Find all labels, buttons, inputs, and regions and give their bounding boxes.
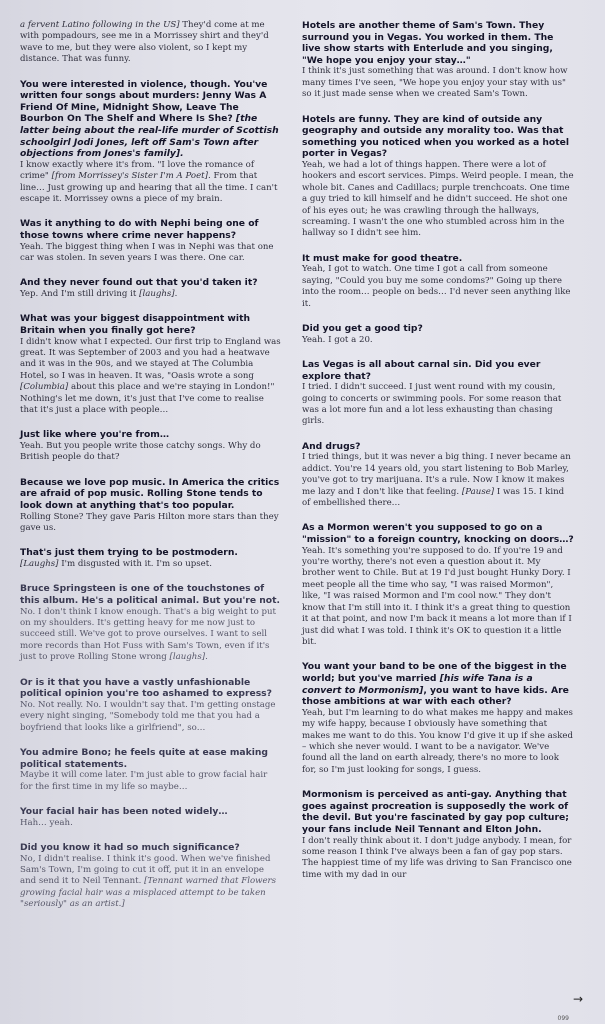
- text-run: Or is it that you have a vastly unfashionable political opinion you're too ashamed to express?: [20, 676, 272, 700]
- qa-block: [20, 429, 282, 463]
- qa-block: [20, 806, 282, 829]
- text-run: Just like where you're from…: [20, 429, 170, 441]
- text-run: No. I don't think I know enough. That's a big weight to put on my shoulders. It's getting heavy for me now just to succeed still. We've got to prove ourselves. I want to sell more records than Hot Fuss with Sam's Town, even if it's just to prove Rolling Stone wrong: [20, 606, 277, 663]
- text-run: I know exactly where it's from. "I love the romance of crime": [20, 159, 255, 182]
- italic-aside: [laughs]: [139, 289, 175, 299]
- text-run: Mormonism is perceived as anti-gay. Anything that goes against procreation is supposedly the work of the devil. But you're fascinated by gay pop culture; your fans include Neil Tennant and Elton John.: [302, 789, 569, 835]
- text-run: Did you get a good tip?: [302, 323, 423, 335]
- qa-block: [20, 747, 282, 793]
- italic-aside: [laughs]: [169, 652, 206, 663]
- text-run: .: [205, 652, 208, 663]
- text-run: And drugs?: [302, 440, 361, 452]
- interview-question: [302, 323, 574, 335]
- interview-question: [20, 218, 282, 241]
- text-run: Rolling Stone? They gave Paris Hilton more stars than they gave us.: [20, 511, 279, 534]
- interview-question: [20, 842, 282, 854]
- qa-block: [20, 842, 282, 911]
- interview-answer: [20, 607, 282, 664]
- text-run: Yeah, but I'm learning to do what makes me happy and makes my wife happy, because I obviously have something that makes me want to do this. You know I'd give it up if she asked – which she never would. I want to be a navigator. We've found all the land on earth already, there's no more to look for, so I'm just looking for songs, I guess.: [302, 707, 573, 775]
- qa-block: [302, 359, 574, 428]
- left-column: [20, 20, 282, 924]
- text-run: about this place and we're staying in London!" Nothing's let me down, it's just that I've come to realise that it's just a place with people…: [20, 382, 275, 416]
- interview-answer: [302, 382, 574, 428]
- interview-question: [302, 253, 574, 265]
- interview-question: [302, 441, 574, 453]
- text-run: Yeah, I got to watch. One time I got a call from someone saying, "Could you buy me some condoms?" Going up there into the room… people on beds… I'd never seen anything like it.: [302, 264, 571, 309]
- qa-block: [20, 20, 282, 66]
- text-run: I didn't know what I expected. Our first trip to England was great. It was September of 2003 and you had a heatwave and it was in the 90s, and we stayed at The Columbia Hotel, so I was in heaven. It was, "Oasis wrote a song: [20, 336, 281, 381]
- italic-aside: [his wife Tana is a convert to Mormonism]: [302, 672, 533, 696]
- interview-question: [20, 583, 282, 606]
- qa-block: [302, 323, 574, 346]
- interview-question: [20, 677, 282, 700]
- text-run: Maybe it will come later. I'm just able to grow facial hair for the first time in my life so maybe…: [20, 770, 268, 792]
- qa-block: [302, 114, 574, 240]
- text-run: Hotels are funny. They are kind of outside any geography and outside any morality too. Was that something you noticed when you worked as a hotel porter in Vegas?: [302, 113, 569, 160]
- text-run: Because we love pop music. In America the critics are afraid of pop music. Rolling Stone tends to look down at anything that's too popular.: [20, 476, 280, 512]
- text-run: No, I didn't realise. I think it's good. When we've finished Sam's Town, I'm going to cut it off, put it in an envelope and send it to Neil Tennant.: [20, 853, 271, 887]
- text-run: , you want to have kids. Are those ambitions at war with each other?: [302, 684, 569, 708]
- qa-block: [302, 661, 574, 776]
- text-run: What was your biggest disappointment with Britain when you finally got here?: [20, 313, 251, 336]
- interview-question: [20, 547, 282, 559]
- interview-question: [20, 277, 282, 289]
- qa-block: [20, 677, 282, 734]
- interview-question: [20, 477, 282, 512]
- italic-aside: [Columbia]: [20, 382, 69, 393]
- interview-answer: [20, 242, 282, 265]
- interview-answer: [302, 264, 574, 310]
- text-run: Hah… yeah.: [20, 817, 73, 828]
- text-run: That's just them trying to be postmodern.: [20, 547, 238, 559]
- qa-block: [20, 277, 282, 300]
- text-run: I was 15. I kind of embellished there…: [302, 486, 565, 509]
- interview-answer: [20, 512, 282, 535]
- qa-block: [302, 20, 574, 101]
- interview-answer: [20, 289, 282, 300]
- qa-block: [302, 789, 574, 881]
- text-run: You admire Bono; he feels quite at ease making political statements.: [20, 747, 268, 770]
- text-run: Did you know it had so much significance?: [20, 842, 240, 854]
- interview-question: [20, 313, 282, 336]
- qa-block: [302, 522, 574, 648]
- text-run: It must make for good theatre.: [302, 252, 463, 264]
- text-run: Yeah, we had a lot of things happen. There were a lot of hookers and escort services. Pimps. Weird people. I mean, the whole bit. Canes and Cadillacs; purple trenchcoats. One time a guy tried to kill himself and he didn't succeed. He shot one of his eyes out; he was crawling through the hallways, screaming. I wasn't the one who stumbled across him in the hallway so I didn't see him.: [302, 159, 574, 239]
- qa-block: [302, 253, 574, 310]
- interview-question: [302, 114, 574, 160]
- interview-answer: [20, 441, 282, 464]
- qa-block: [20, 79, 282, 206]
- text-run: And they never found out that you'd taken it?: [20, 277, 258, 289]
- text-run: I don't really think about it. I don't judge anybody. I mean, for some reason I think I've always been a fan of gay pop stars. The happiest time of my life was driving to San Francisco one time with my dad in our: [302, 835, 572, 880]
- interview-answer: [302, 836, 574, 882]
- text-run: Your facial hair has been noted widely…: [20, 806, 228, 818]
- text-run: .: [174, 289, 178, 299]
- text-run: Hotels are another theme of Sam's Town. They surround you in Vegas. You worked in them. The live show starts with Enterlude and you singing, "We hope you enjoy your stay…": [302, 20, 554, 66]
- continue-arrow-icon: →: [572, 992, 583, 1006]
- interview-question: [20, 747, 282, 770]
- interview-answer: [20, 854, 282, 911]
- text-run: I think it's just something that was around. I don't know how many times I've seen, "We hope you enjoy your stay with us" so it just made sense when we created Sam's Town.: [302, 66, 568, 100]
- interview-question: [302, 359, 574, 382]
- text-run: They'd come at me with pompadours, see me in a Morrissey shirt and they'd wave to me, but they were also violent, so I kept my distance. That was funny.: [20, 20, 269, 65]
- italic-aside: [Tennant warned that Flowers growing facial hair was a misplaced attempt to be taken "seriously" as an artist.]: [20, 876, 277, 910]
- interview-answer: [20, 818, 282, 829]
- text-run: Was it anything to do with Nephi being one of those towns where crime never happens?: [20, 218, 259, 241]
- interview-question: [302, 789, 574, 835]
- italic-aside: a fervent Latino following in the US]: [20, 20, 180, 30]
- interview-question: [20, 429, 282, 441]
- italic-aside: [the latter being about the real-life murder of Scottish schoolgirl Jodi Jones, left off Sam's Town after objections from Jones's family].: [20, 113, 279, 160]
- text-run: You were interested in violence, though. You've written four songs about murders: Jenny Was A Friend Of Mine, Midnight Show, Leave The Bourbon On The Shelf and Where Is She?: [20, 78, 268, 125]
- interview-answer: [302, 452, 574, 509]
- text-run: No. Not really. No. I wouldn't say that. I'm getting onstage every night singing, "Somebody told me that you had a boyfriend that looks like a girlfriend", so…: [20, 699, 276, 733]
- interview-answer: [302, 160, 574, 240]
- text-run: I'm disgusted with it. I'm so upset.: [58, 559, 212, 570]
- interview-answer: [302, 335, 574, 346]
- text-run: Yeah. The biggest thing when I was in Nephi was that one car was stolen. In seven years I was there. One car.: [20, 241, 274, 263]
- text-run: As a Mormon weren't you supposed to go on a "mission" to a foreign country, knocking on doors…?: [302, 522, 574, 546]
- qa-block: [20, 583, 282, 663]
- text-run: Bruce Springsteen is one of the touchstones of this album. He's a political animal. But you're not.: [20, 583, 280, 607]
- italic-aside: [Laughs]: [20, 559, 59, 570]
- interview-question: [302, 20, 574, 66]
- interview-question: [20, 79, 282, 160]
- text-run: I tried things, but it was never a big thing. I never became an addict. You're 14 years old, you start listening to Bob Marley, you've got to try marijuana. It's a rule. Now I know it makes me lazy and I don't like that feeling.: [302, 452, 571, 497]
- interview-answer: [302, 66, 574, 100]
- qa-block: [20, 218, 282, 264]
- interview-question: [20, 806, 282, 818]
- text-run: Yep. And I'm still driving it: [20, 289, 140, 299]
- qa-block: [20, 477, 282, 535]
- italic-aside: [Pause]: [461, 486, 495, 497]
- qa-block: [20, 313, 282, 416]
- interview-answer: [20, 160, 282, 206]
- qa-block: [302, 441, 574, 510]
- page-number: 099: [557, 1015, 569, 1022]
- interview-answer: [20, 700, 282, 734]
- interview-answer: [302, 708, 574, 776]
- text-run: . From that line… Just growing up and hearing that all the time. I can't escape it. Morrissey owns a piece of my brain.: [20, 171, 278, 204]
- italic-aside: [from Morrissey's Sister I'm A Poet]: [51, 171, 208, 182]
- interview-question: [302, 522, 574, 545]
- text-run: Yeah. But you people write those catchy songs. Why do British people do that?: [20, 441, 261, 463]
- interview-answer: [20, 770, 282, 793]
- text-run: You want your band to be one of the biggest in the world; but you've married: [302, 661, 567, 684]
- text-run: Yeah. It's something you're supposed to do. If you're 19 and you're worthy, there's not even a question about it. My brother went to Chile. But at 19 I'd just bought Hunky Dory. I meet people all the time who say, "I was raised Mormon", like, "I was raised Mormon and I'm cool now." They don't know that I'm still into it. I think it's a great thing to question it at that point, and now I'm back it means a lot more than if I just did what I was told. I think it's OK to question it a little bit.: [302, 545, 572, 647]
- text-run: Las Vegas is all about carnal sin. Did you ever explore that?: [302, 359, 541, 382]
- text-run: I tried. I didn't succeed. I just went round with my cousin, going to concerts or swimming pools. For some reason that was a lot more fun and a lot less exhausting than chasing girls.: [302, 382, 562, 427]
- interview-answer: [20, 20, 282, 66]
- interview-answer: [20, 337, 282, 417]
- interview-answer: [20, 559, 282, 570]
- interview-question: [302, 661, 574, 707]
- text-run: Yeah. I got a 20.: [302, 334, 373, 345]
- interview-answer: [302, 546, 574, 649]
- right-column: [302, 20, 574, 894]
- qa-block: [20, 547, 282, 570]
